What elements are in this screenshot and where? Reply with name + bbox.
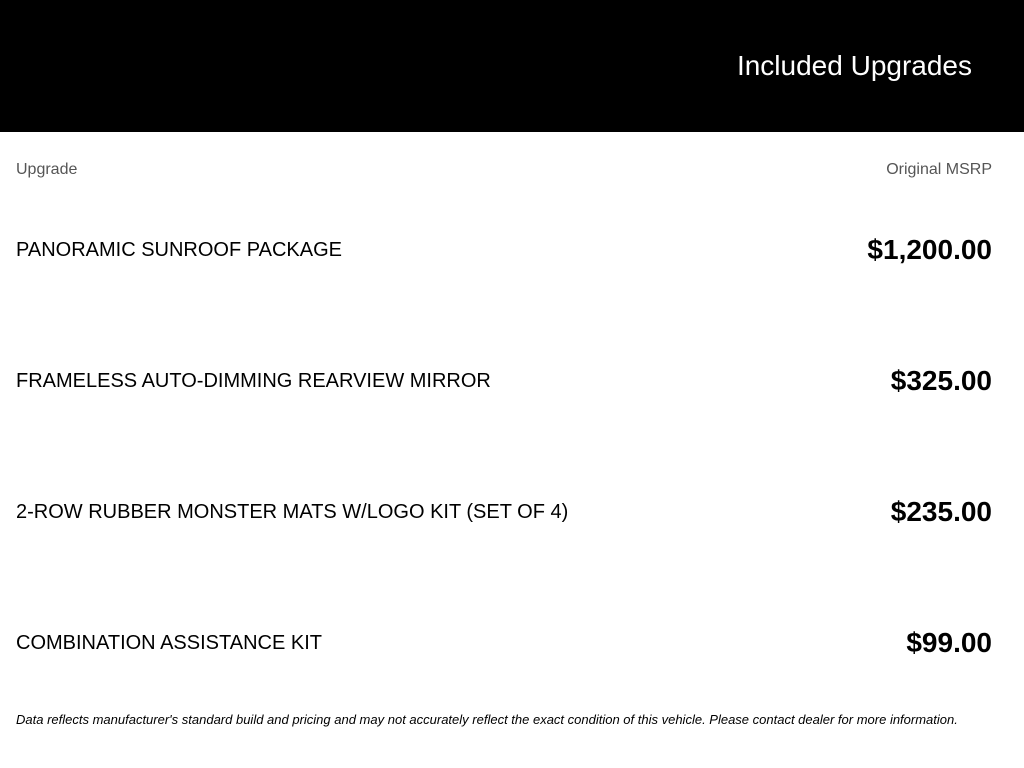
- upgrade-row: [16, 230, 992, 361]
- header-banner: [0, 0, 1024, 132]
- upgrade-list: [16, 230, 992, 754]
- upgrade-name: COMBINATION ASSISTANCE KIT: [16, 632, 322, 654]
- upgrade-name: FRAMELESS AUTO-DIMMING REARVIEW MIRROR: [16, 370, 491, 392]
- upgrade-price: $99.00: [906, 627, 992, 658]
- page-title: Included Upgrades: [736, 50, 972, 81]
- column-header-upgrade: Upgrade: [16, 161, 78, 178]
- upgrade-name: PANORAMIC SUNROOF PACKAGE: [16, 239, 342, 261]
- upgrade-row: [16, 623, 992, 754]
- column-headers: [16, 160, 992, 180]
- upgrade-row: [16, 492, 992, 623]
- disclaimer-text: Data reflects manufacturer's standard build and pricing and may not accurately reflect the exact condition of this vehicle. Please contact dealer for more information.: [16, 712, 958, 727]
- upgrade-price: $235.00: [890, 496, 992, 527]
- upgrade-price: $325.00: [890, 365, 992, 396]
- upgrade-name: 2-ROW RUBBER MONSTER MATS W/LOGO KIT (SET OF 4): [16, 501, 569, 523]
- column-header-msrp: Original MSRP: [886, 161, 992, 178]
- upgrade-price: $1,200.00: [867, 234, 992, 265]
- upgrade-row: [16, 361, 992, 492]
